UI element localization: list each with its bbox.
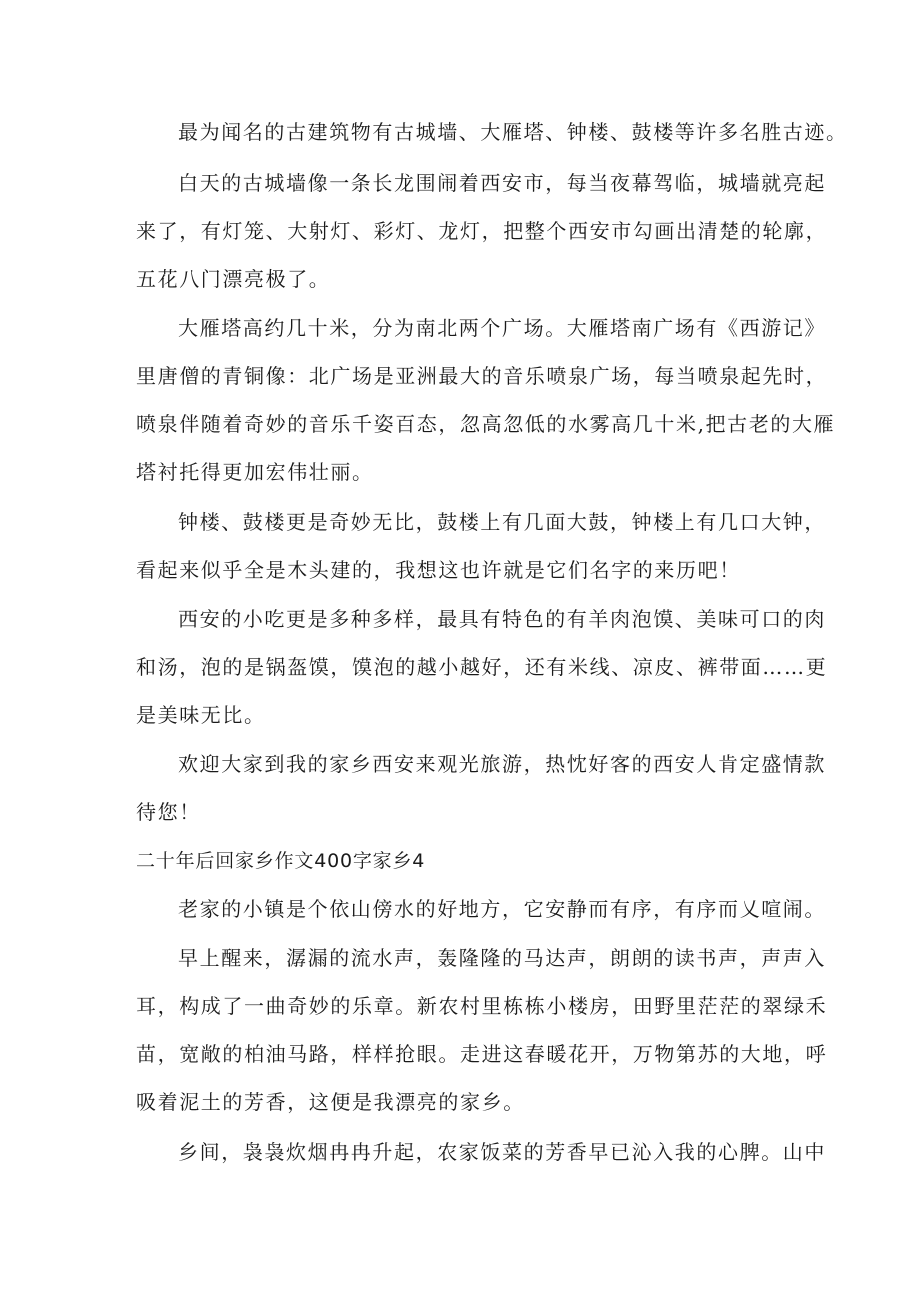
text-line: 待您！ [136, 800, 201, 824]
text-line: 苗，宽敞的柏油马路，样样抢眼。走进这春暖花开，万物第苏的大地，呼 [136, 1042, 828, 1066]
section-heading: 二十年后回家乡作文400字家乡4 [136, 850, 426, 872]
text-line: 喷泉伴随着奇妙的音乐千姿百态，忽高忽低的水雾高几十米,把古老的大雁 [136, 412, 836, 436]
text-line: 塔衬托得更加宏伟壮丽。 [136, 460, 374, 484]
text-line: 老家的小镇是个依山傍水的好地方，它安静而有序，有序而乂喧闹。 [178, 897, 826, 921]
text-line: 里唐僧的青铜像：北广场是亚洲最大的音乐喷泉广场，每当喷泉起先时， [136, 364, 828, 388]
text-line: 是美味无比。 [136, 703, 266, 727]
text-line: 最为闻名的古建筑物有古城墙、大雁塔、钟楼、鼓楼等许多名胜古迹。 [178, 120, 848, 144]
text-line: 五花八门漂亮极了。 [136, 267, 331, 291]
text-line: 欢迎大家到我的家乡西安来观光旅游，热忱好客的西安人肯定盛情款 [178, 752, 826, 776]
text-line: 吸着泥土的芳香，这便是我漂亮的家乡。 [136, 1090, 525, 1114]
text-line: 和汤，泡的是锅盔馍，馍泡的越小越好，还有米线、凉皮、裤带面……更 [136, 655, 828, 679]
text-line: 耳，构成了一曲奇妙的乐章。新农村里栋栋小楼房，田野里茫茫的翠绿禾 [136, 994, 828, 1018]
text-line: 西安的小吃更是多种多样，最具有特色的有羊肉泡馍、美味可口的肉 [178, 607, 826, 631]
text-line: 大雁塔高约几十米，分为南北两个广场。大雁塔南广场有《西游记》 [178, 316, 826, 340]
text-line: 白天的古城墙像一条长龙围闹着西安市，每当夜幕驾临，城墙就亮起 [178, 171, 826, 195]
text-line: 来了，有灯笼、大射灯、彩灯、龙灯，把整个西安市勾画出清楚的轮廓， [136, 219, 828, 243]
text-line: 早上醒来，潺漏的流水声，轰隆隆的马达声，朗朗的读书声，声声入 [178, 946, 826, 970]
text-line: 看起来似乎全是木头建的，我想这也许就是它们名字的来历吧！ [136, 558, 741, 582]
text-line: 乡间，袅袅炊烟冉冉升起，农家饭菜的芳香早已沁入我的心脾。山中 [178, 1140, 826, 1164]
text-line: 钟楼、鼓楼更是奇妙无比，鼓楼上有几面大鼓，钟楼上有几口大钟， [178, 510, 826, 534]
